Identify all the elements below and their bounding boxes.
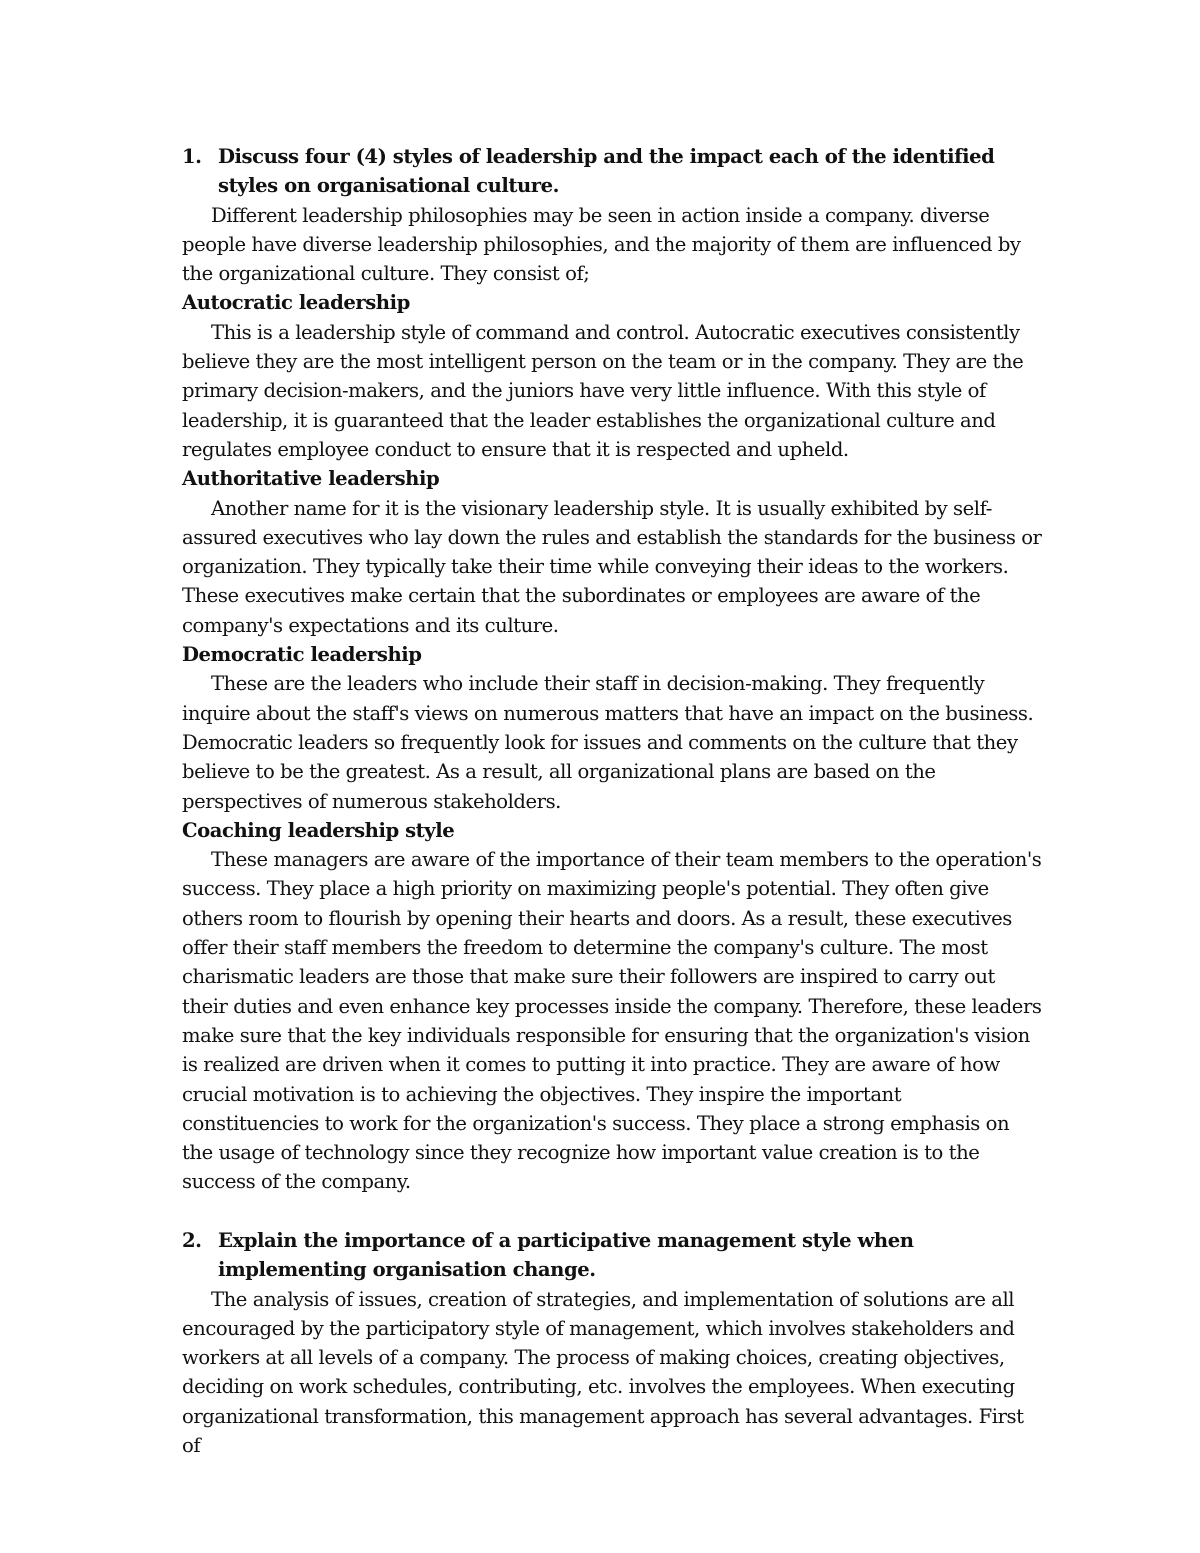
question-2-number: 2. [182, 1228, 202, 1252]
question-1-number: 1. [182, 145, 202, 168]
autocratic-body: This is a leadership style of command and control. Autocratic executives consistently believe they are the most intelligent person on the team or in the company. They are the primary decision-makers, and the juniors have very little influence. With this style of leadership, it is guaranteed that the leader establishes the organizational culture and regulates employee conduct to ensure that it is respected and upheld. [182, 320, 1024, 461]
authoritative-heading: Authoritative leadership [182, 467, 440, 491]
question-1-intro: Different leadership philosophies may be seen in action inside a company. diverse people have diverse leadership philosophies, and the majority of them are influenced by the organizational culture. They consist of; [182, 203, 1021, 286]
question-1-title: Discuss four (4) styles of leadership and the impact each of the identified styles on organisational culture. [218, 145, 995, 198]
question-2-intro: The analysis of issues, creation of strategies, and implementation of solutions are all encouraged by the participatory style of management, which involves stakeholders and workers at all levels of a company. The process of making choices, creating objectives, deciding on work schedules, contributing, etc. involves the employees. When executing organizational transformation, this management approach has several advantages. First of [182, 1287, 1024, 1458]
section-spacer [182, 1197, 1042, 1226]
democratic-heading: Democratic leadership [182, 643, 422, 667]
question-2-title: Explain the importance of a participative management style when implementing organisation change. [218, 1228, 914, 1282]
question-1-heading [182, 142, 1042, 201]
coaching-heading: Coaching leadership style [182, 818, 455, 842]
coaching-body: These managers are aware of the importance of their team members to the operation's success. They place a high priority on maximizing people's potential. They often give others room to flourish by opening their hearts and doors. As a result, these executives offer their staff members the freedom to determine the company's culture. The most charismatic leaders are those that make sure their followers are inspired to carry out their duties and even enhance key processes inside the company. Therefore, these leaders make sure that the key individuals responsible for ensuring that the organization's vision is realized are driven when it comes to putting it into practice. They are aware of how crucial motivation is to achieving the objectives. They inspire the important constituencies to work for the organization's success. They place a strong emphasis on the usage of technology since they recognize how important value creation is to the success of the company. [182, 848, 1042, 1194]
authoritative-body: Another name for it is the visionary leadership style. It is usually exhibited by self-assured executives who lay down the rules and establish the standards for the business or organization. They typically take their time while conveying their ideas to the workers. These executives make certain that the subordinates or employees are aware of the company's expectations and its culture. [182, 496, 1042, 637]
question-2-heading [182, 1226, 1042, 1285]
autocratic-heading: Autocratic leadership [182, 291, 410, 315]
democratic-body: These are the leaders who include their staff in decision-making. They frequently inquire about the staff's views on numerous matters that have an impact on the business. Democratic leaders so frequently look for issues and comments on the culture that they believe to be the greatest. As a result, all organizational plans are based on the perspectives of numerous stakeholders. [182, 672, 1034, 813]
document-body [182, 142, 1042, 1460]
